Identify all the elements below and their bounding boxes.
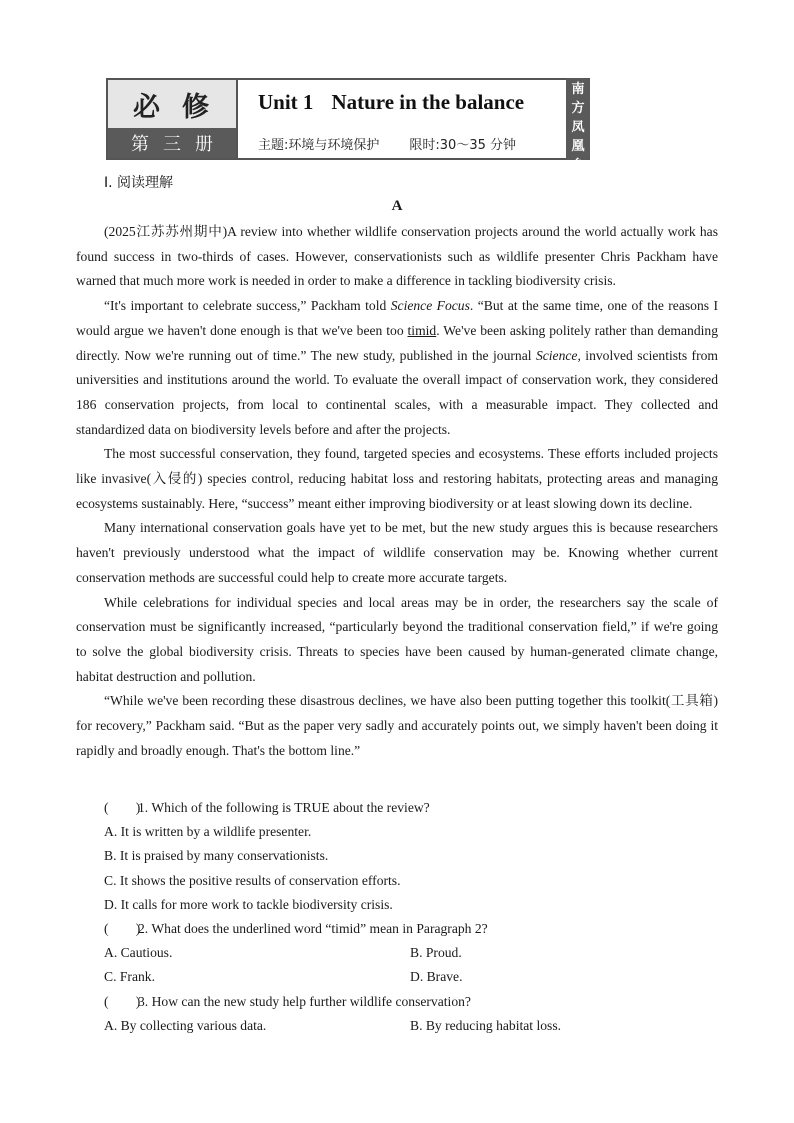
option: B. By reducing habitat loss.	[410, 1017, 562, 1033]
answer-blank[interactable]: ( )	[104, 921, 141, 937]
time-limit-text: 限时:30～35 分钟	[409, 138, 516, 153]
passage-label: A	[391, 198, 403, 214]
option: D. It calls for more work to tackle biodiversity crisis.	[104, 896, 393, 912]
question-stem: 2. What does the underlined word “timid” mean in Paragraph 2?	[138, 921, 488, 937]
publisher-char: 凰	[571, 139, 585, 154]
unit-subtitle	[258, 134, 516, 153]
paragraph-2-part: . We've been asking politely rather than demanding directly. Now we're running out of time.” The new study, published in the journal	[76, 322, 718, 363]
journal-title: Science,	[535, 347, 581, 363]
unit-number: Unit 1	[258, 90, 314, 114]
passage-text	[76, 220, 718, 763]
option-row	[76, 1014, 718, 1038]
option: A. It is written by a wildlife presenter.	[104, 824, 312, 840]
section-heading: Ⅰ. 阅读理解	[104, 175, 174, 191]
paragraph-2-part: involved scientists from universities and institutions around the world. To evaluate the overall impact of conservation work, they considered 186 conservation projects, from local to continental scales, with a measurable impact. They collected and standardized data on biodiversity levels before and after the projects.	[76, 347, 718, 437]
paragraph-2-part: “It's important to celebrate success,” Packham told	[104, 298, 391, 314]
publisher-char: 凤	[571, 120, 585, 135]
answer-blank[interactable]: ( )	[104, 800, 141, 815]
question-1	[76, 796, 718, 820]
paragraph-4: Many international conservation goals have yet to be met, but the new study argues this is because researchers haven't previously understood what the impact of wildlife conservation may be. Knowing whether current conservation methods are successful could help to create more accurate targets.	[76, 520, 718, 585]
option: B. Proud.	[410, 945, 462, 961]
theme-text: 主题:环境与环境保护	[258, 138, 380, 153]
option: C. It shows the positive results of conservation efforts.	[104, 872, 401, 888]
paragraph-2-part: . “But at the same time, one of the reasons I would argue we haven't done enough is that we've been too	[76, 298, 719, 338]
publisher-tab	[566, 78, 590, 173]
option: B. It is praised by many conservationists.	[104, 848, 329, 864]
banner-divider	[236, 80, 238, 158]
paragraph-3: The most successful conservation, they found, targeted species and ecosystems. These efforts included projects like invasive(入侵的) species control, reducing habitat loss and restoring habitats, protecting areas and managing ecosystems sustainably. Here, “success” meant either improving biodiversity or at least slowing down its decline.	[76, 446, 718, 511]
paragraph-2	[76, 294, 718, 442]
paragraph-6: “While we've been recording these disastrous declines, we have also been putting together this toolkit(工具箱) for recovery,” Packham said. “But as the paper very sadly and accurately points out, we simply haven't been doing it rapidly and broadly enough. That's the bottom line.”	[76, 693, 718, 758]
unit-title	[258, 90, 524, 115]
question-stem: 1. Which of the following is TRUE about the review?	[138, 800, 430, 815]
option: D. Brave.	[410, 969, 463, 985]
question-stem: 3. How can the new study help further wildlife conservation?	[138, 993, 471, 1009]
publisher-char: 南	[571, 82, 585, 97]
publisher-char: 方	[571, 101, 585, 116]
volume-label: 第三册	[108, 128, 236, 158]
option: C. Frank.	[104, 969, 155, 985]
paragraph-1: (2025江苏苏州期中)A review into whether wildlife conservation projects around the world actually work has found success in two-thirds of cases. However, conservationists such as wildlife presenter Chris Packham have warned that much more work is needed in order to make a difference in tackling biodiversity crisis.	[76, 224, 718, 289]
publisher-char: 台	[571, 158, 585, 173]
question-3	[76, 990, 718, 1014]
unit-banner	[106, 78, 590, 173]
magazine-title: Science Focus	[390, 298, 470, 314]
option: A. By collecting various data.	[104, 1017, 267, 1033]
option-row	[76, 941, 718, 965]
option-row	[76, 965, 718, 989]
course-label: 必修	[108, 80, 236, 128]
underlined-word: timid	[407, 322, 437, 338]
question-2	[76, 917, 718, 941]
unit-name: Nature in the balance	[331, 90, 525, 114]
paragraph-5: While celebrations for individual species and local areas may be in order, the researchers say the scale of conservation must be significantly increased, “particularly beyond the traditional conservation field,” if we're going to solve the global biodiversity crisis. Threats to species have been caused by human-generated climate change, habitat destruction and pollution.	[76, 594, 718, 684]
option: A. Cautious.	[104, 945, 173, 961]
answer-blank[interactable]: ( )	[104, 993, 141, 1009]
question-list	[76, 796, 718, 1038]
